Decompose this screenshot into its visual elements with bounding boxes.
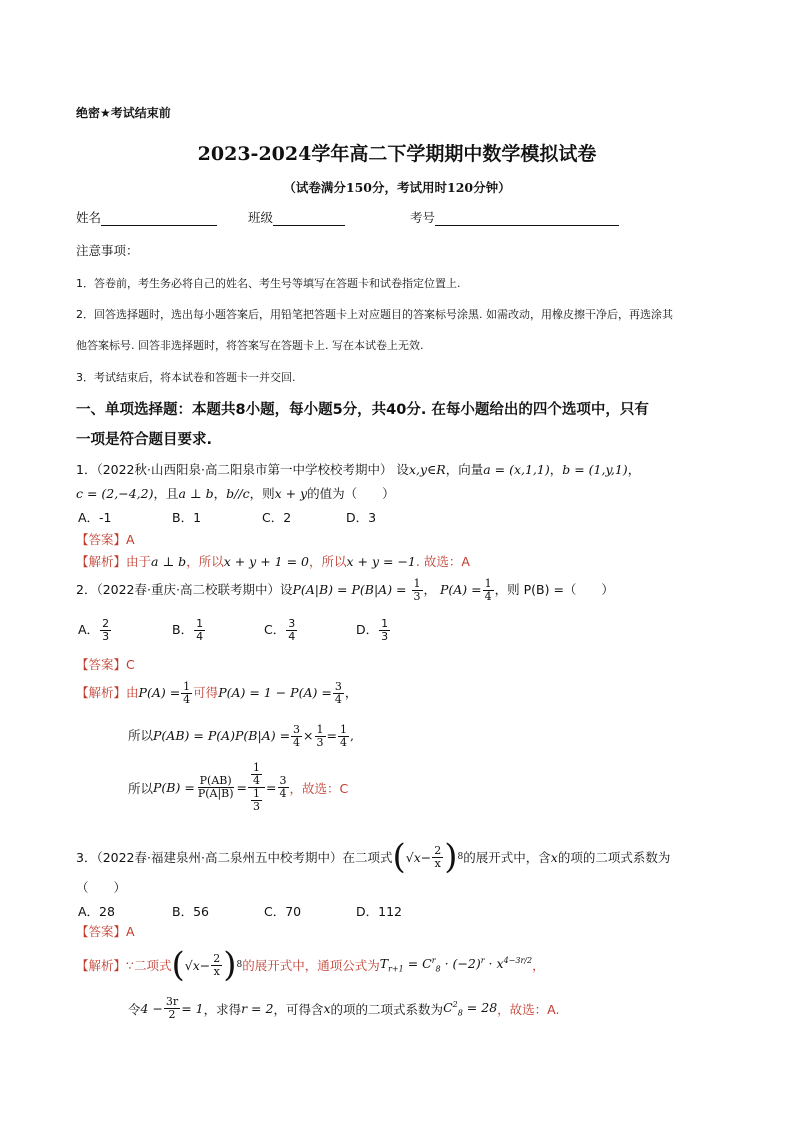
- q2-option-b[interactable]: B． $\frac{1}{4}$: [172, 617, 204, 643]
- q3-option-b[interactable]: B．56: [172, 904, 209, 919]
- q3-answer: 【答案】A: [76, 924, 135, 939]
- id-blank[interactable]: [435, 211, 619, 226]
- q1-stem: 1．（2022秋·山西阳泉·高二阳泉市第一中学校校考期中） 设x,y∈R，向量a = (x,1,1)，b = (1,y,1)，: [76, 462, 641, 477]
- q2-option-a[interactable]: A． $\frac{2}{3}$: [78, 617, 110, 643]
- q1-option-b[interactable]: B．1: [172, 510, 202, 525]
- notes-heading: 注意事项：: [76, 243, 139, 258]
- q3-analysis-1: 【解析】 ∵二项式 ( √x − $\frac{2}{x}$ ) 8 的展开式中，通项公式为 $T_{r+1} = C^r_8 \cdot (-2)^r \cdot x^{4-3r/2}$ ，: [76, 945, 545, 985]
- q2-analysis-1: 【解析】由P(A) = $\frac{1}{4}$ 可得P(A) = 1 − P(A) = $\frac{3}{4}$ ，: [76, 680, 358, 706]
- class-label: 班级: [248, 210, 274, 225]
- note-2b: 他答案标号. 回答非选择题时，将答案写在答题卡上. 写在本试卷上无效.: [76, 339, 424, 352]
- q1-stem-2: c = (2,−4,2)，且a ⊥ b，b//c，则x + y的值为（ ）: [76, 486, 395, 501]
- q3-option-d[interactable]: D．112: [356, 904, 402, 919]
- name-field[interactable]: [76, 208, 217, 226]
- q1-option-a[interactable]: A．-1: [78, 510, 112, 525]
- page-subtitle: （试卷满分150分，考试用时120分钟）: [283, 180, 511, 195]
- q3-analysis-2: 令 4 − $\frac{3r}{2}$ = 1 ，求得 r = 2 ，可得含 x 的项的二项式系数为 $C^2_8 = 28$ ，故选：A.: [128, 995, 560, 1021]
- q3-option-a[interactable]: A．28: [78, 904, 115, 919]
- id-field[interactable]: [410, 208, 619, 226]
- q2-option-d[interactable]: D． $\frac{1}{3}$: [356, 617, 389, 643]
- page-title: 2023-2024学年高二下学期期中数学模拟试卷: [197, 143, 597, 165]
- q2-answer: 【答案】C: [76, 657, 135, 672]
- class-blank[interactable]: [273, 211, 345, 226]
- note-3: 3．考试结束后，将本试卷和答题卡一并交回.: [76, 371, 296, 384]
- q2-analysis-3: 所以 P(B) = $\frac{P(AB)}{P(A|B)}$ = $\frac{\frac{1}{4}}{\frac{1}{3}}$ = $\frac{3}{4}$ ，故选：C: [128, 761, 349, 813]
- name-blank[interactable]: [101, 211, 217, 226]
- q3-option-c[interactable]: C．70: [264, 904, 302, 919]
- secret-label: 绝密★考试结束前: [76, 106, 171, 120]
- q1-option-c[interactable]: C．2: [262, 510, 292, 525]
- q2-option-c[interactable]: C． $\frac{3}{4}$: [264, 617, 296, 643]
- q3-paren: （ ）: [76, 880, 127, 895]
- class-field[interactable]: [248, 208, 345, 226]
- section-heading-line1: 一、单项选择题：本题共8小题，每小题5分，共40分. 在每小题给出的四个选项中，只有: [76, 402, 649, 418]
- q2-analysis-2: 所以P(AB) = P(A)P(B|A) = $\frac{3}{4}$ × $\frac{1}{3}$ = $\frac{1}{4}$ ,: [128, 723, 354, 749]
- note-1: 1．答卷前，考生务必将自己的姓名、考生号等填写在答题卡和试卷指定位置上.: [76, 277, 461, 290]
- q1-option-d[interactable]: D．3: [346, 510, 377, 525]
- q2-stem: 2．（2022春·重庆·高二校联考期中）设P(A|B) = P(B|A) = $\frac{1}{3}$ ， P(A) = $\frac{1}{4}$ ，则 P(B) =（ ）: [76, 577, 614, 603]
- q3-stem: 3．（2022春·福建泉州·高二泉州五中校考期中）在二项式 ( √x − $\frac{2}{x}$ ) 8 的展开式中，含 x 的项的二项式系数为: [76, 837, 671, 877]
- note-2a: 2．回答选择题时，选出每小题答案后，用铅笔把答题卡上对应题目的答案标号涂黑. 如需改动，用橡皮擦干净后，再选涂其: [76, 308, 673, 321]
- id-label: 考号: [410, 210, 436, 225]
- section-heading-line2: 一项是符合题目要求.: [76, 432, 213, 448]
- name-label: 姓名: [76, 210, 102, 225]
- q1-answer: 【答案】A: [76, 532, 135, 547]
- q1-analysis: 【解析】由于a ⊥ b，所以x + y + 1 = 0，所以x + y = −1. 故选：A: [76, 554, 470, 569]
